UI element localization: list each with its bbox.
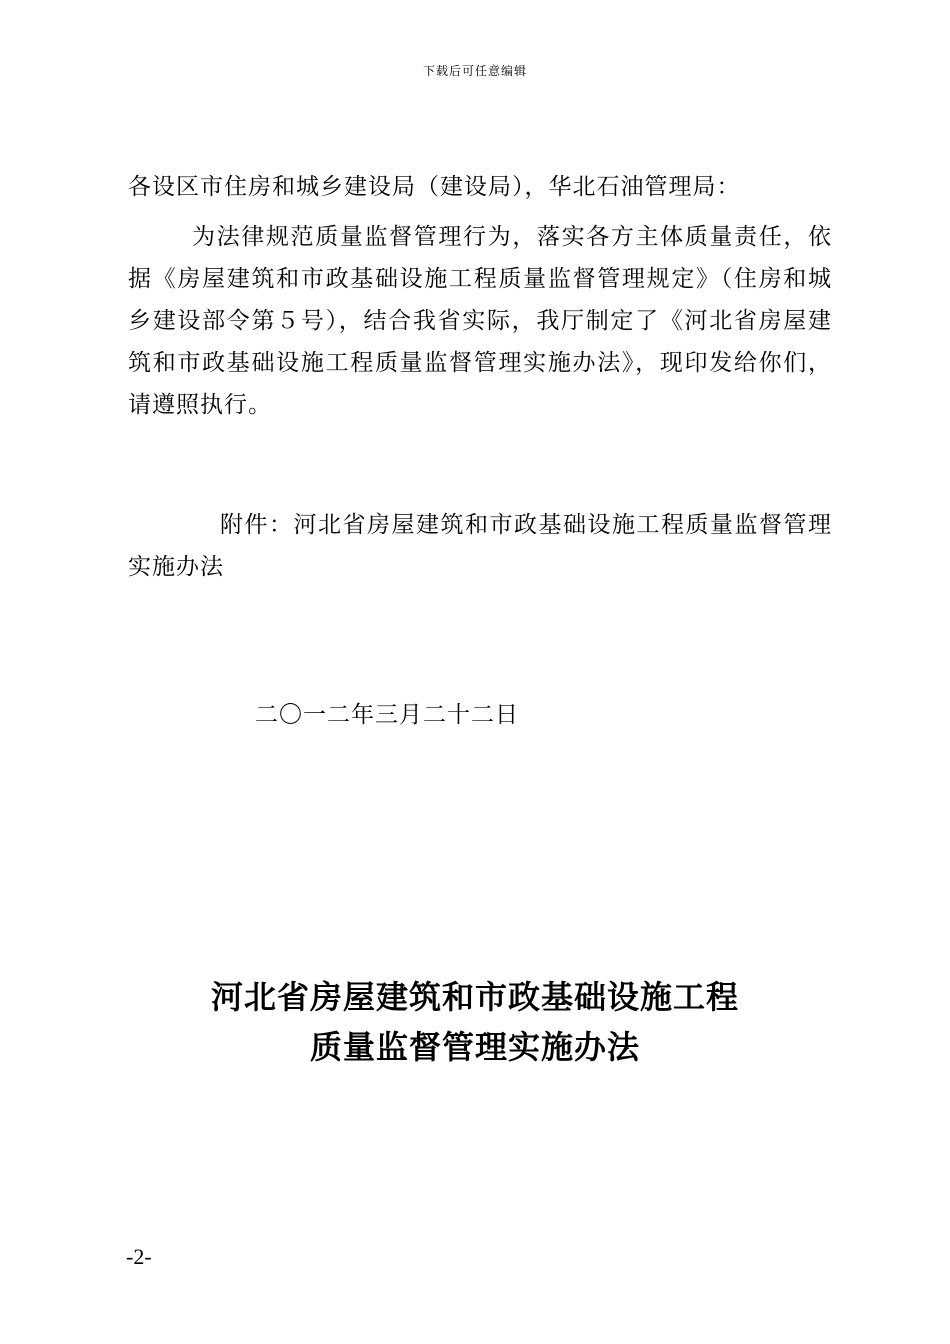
attachment-note: 附件：河北省房屋建筑和市政基础设施工程质量监督管理实施办法 bbox=[128, 512, 832, 580]
document-title-line-1: 河北省房屋建筑和市政基础设施工程 bbox=[210, 978, 739, 1016]
document-title-line-2: 质量监督管理实施办法 bbox=[309, 1028, 640, 1066]
salutation: 各设区市住房和城乡建设局（建设局），华北石油管理局： bbox=[128, 174, 741, 200]
page-header-note: 下载后可任意编辑 bbox=[422, 64, 527, 78]
page-number: -2- bbox=[126, 1244, 152, 1269]
main-paragraph: 为法律规范质量监督管理行为，落实各方主体质量责任，依据《房屋建筑和市政基础设施工程质量监督管理规定》（住房和城乡建设部令第５号），结合我省实际，我厅制定了《河北省房屋建筑和市政基础设施工程质量监督管理实施办法》，现印发给你们，请遵照执行。 bbox=[128, 224, 832, 418]
issue-date: 二〇一二年三月二十二日 bbox=[255, 702, 519, 728]
document-title bbox=[0, 972, 950, 1072]
